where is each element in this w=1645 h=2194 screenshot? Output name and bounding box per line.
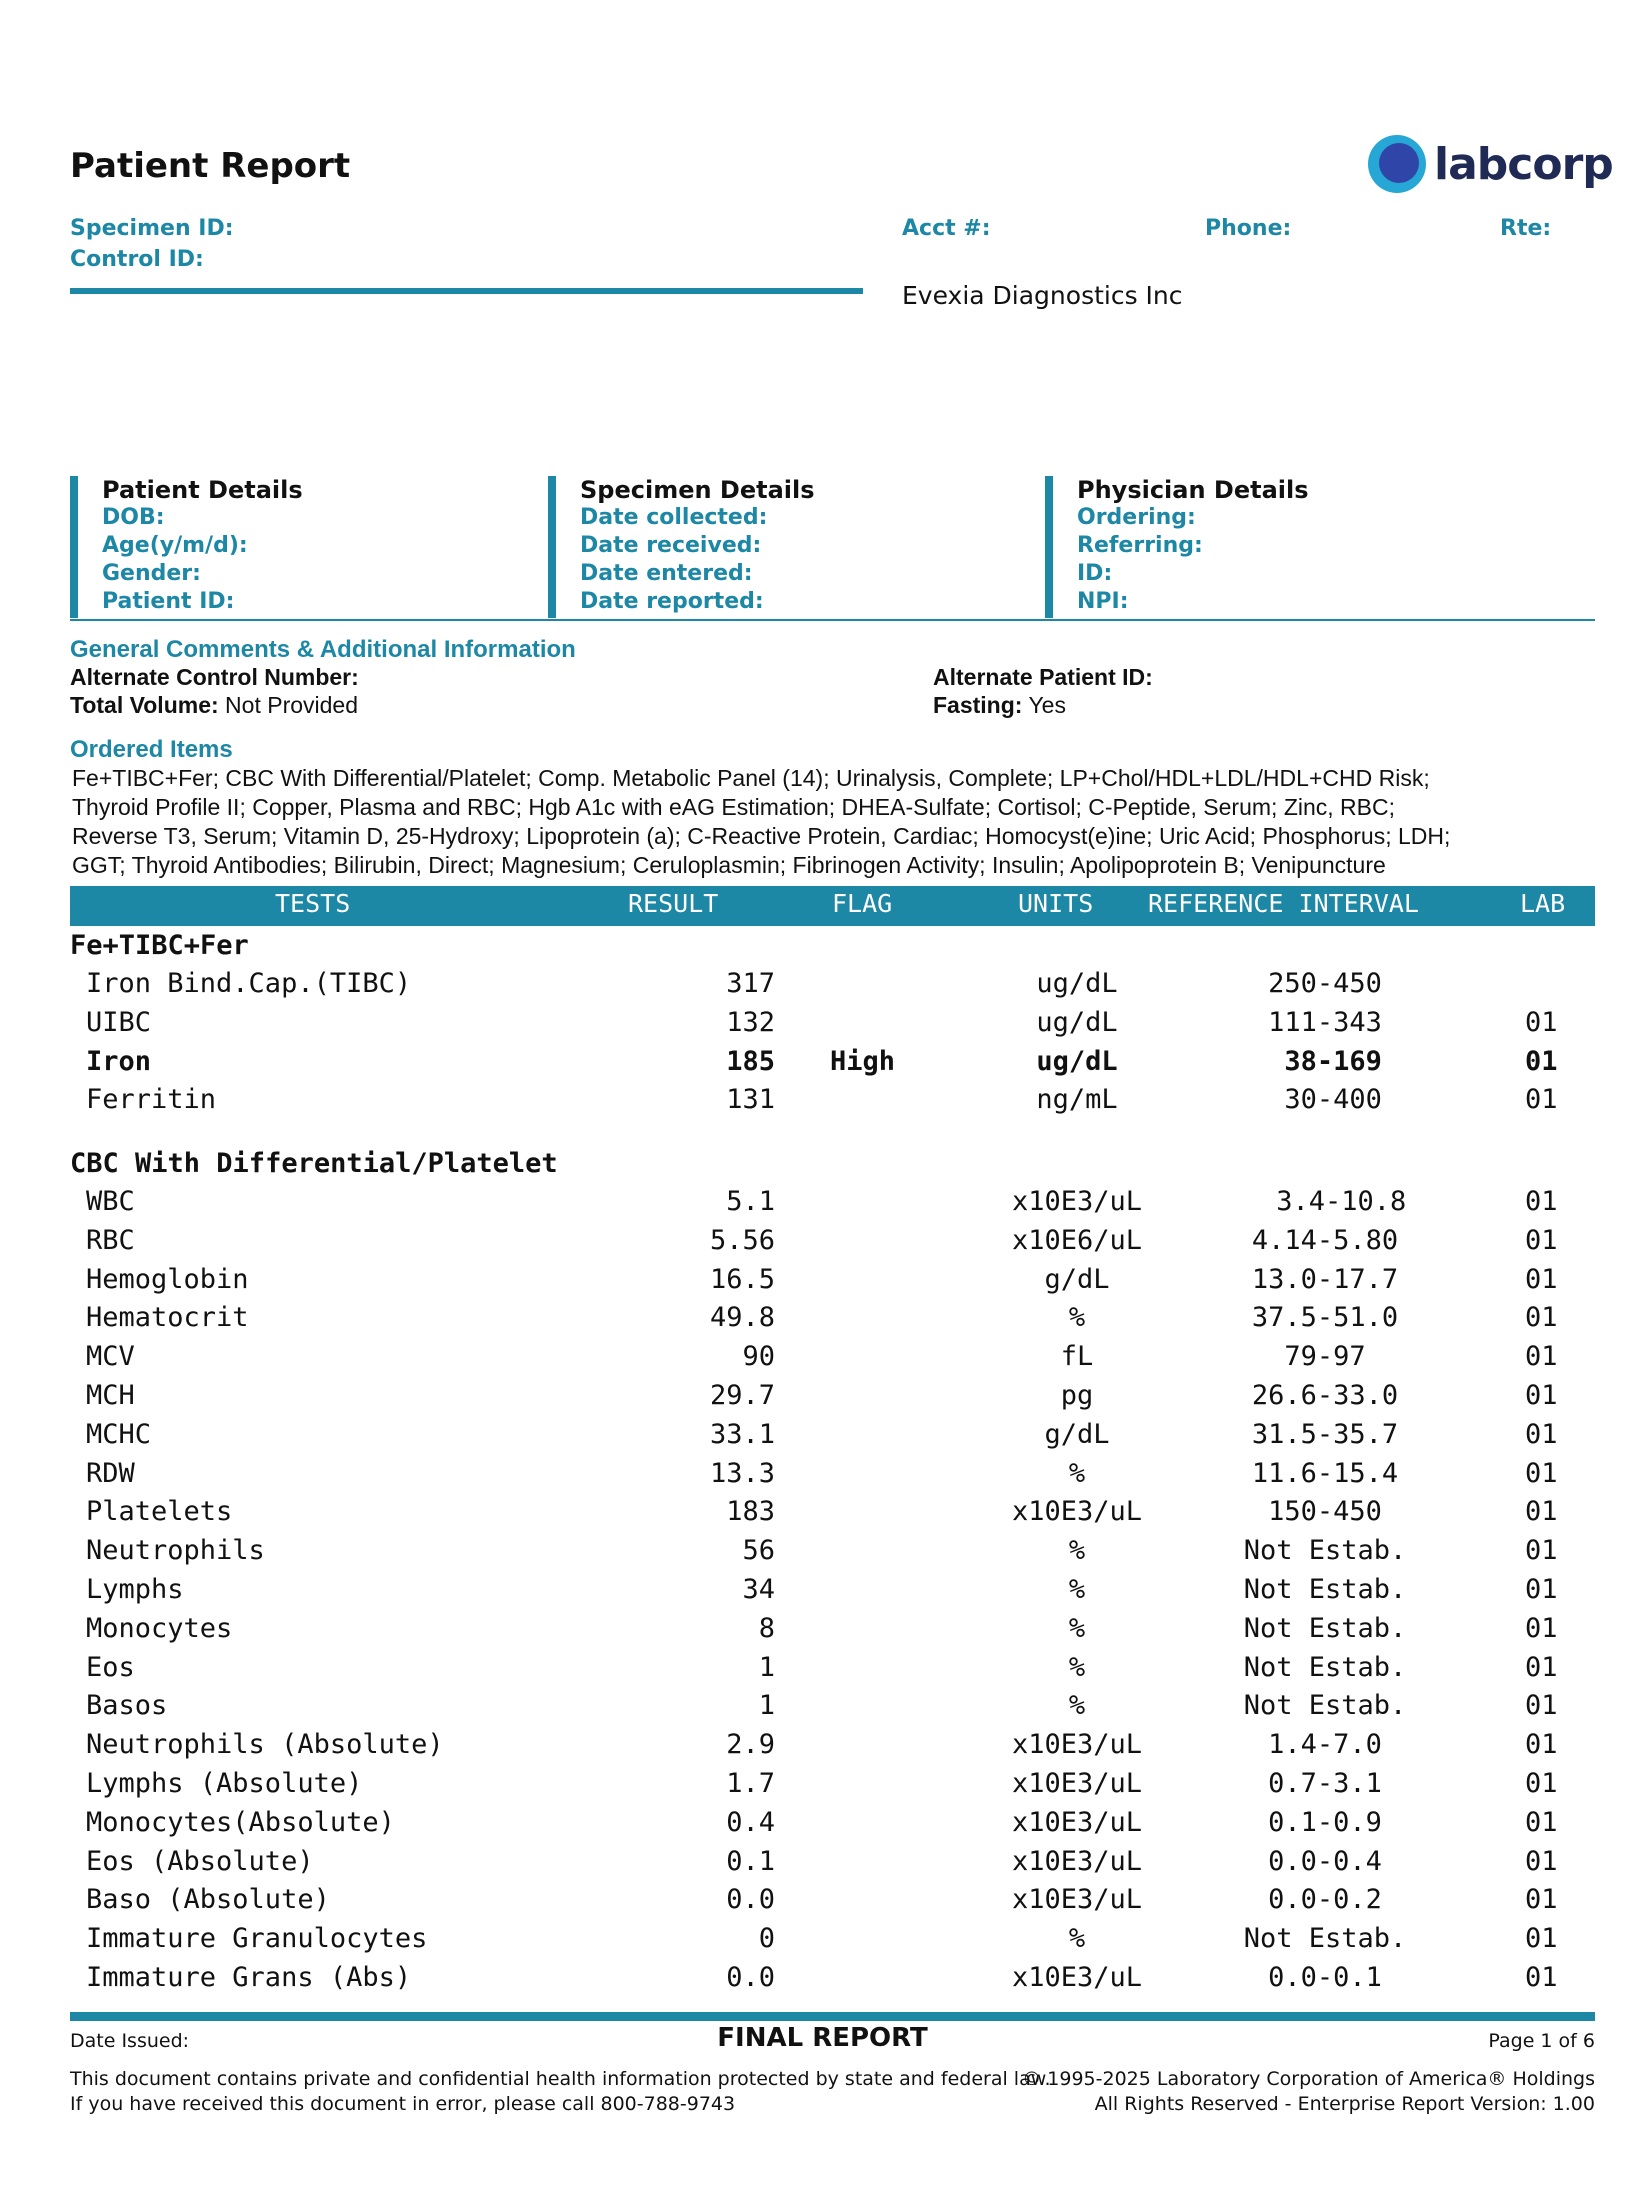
test-lab: 01 xyxy=(1525,1884,1558,1916)
test-lab: 01 xyxy=(1525,1186,1558,1217)
test-name: Immature Grans (Abs) xyxy=(86,1962,412,1993)
test-result: 49.8 xyxy=(709,1302,775,1334)
test-name: Iron Bind.Cap.(TIBC) xyxy=(86,968,412,999)
test-lab: 01 xyxy=(1525,1418,1558,1450)
test-lab: 01 xyxy=(1525,1496,1558,1528)
total-volume xyxy=(70,692,358,719)
test-reference-interval: 250-450 xyxy=(1268,968,1382,999)
test-reference-interval: Not Estab. xyxy=(1243,1923,1407,1955)
test-result: 131 xyxy=(726,1084,775,1116)
total-volume-value: Not Provided xyxy=(225,692,359,718)
labcorp-logo-mark-icon xyxy=(1368,135,1426,193)
specimen-id-label: Specimen ID: xyxy=(70,216,234,241)
test-result: 0.4 xyxy=(726,1806,775,1838)
privacy-notice-line2: If you have received this document in error, please call 800-788-9743 xyxy=(70,2093,736,2115)
table-row xyxy=(0,1846,1645,1885)
test-name: RBC xyxy=(86,1224,135,1256)
physician-details-heading: Physician Details xyxy=(1077,476,1309,504)
test-lab: 01 xyxy=(1525,1045,1558,1077)
test-units: x10E3/uL xyxy=(1011,1186,1143,1217)
test-name: Neutrophils (Absolute) xyxy=(86,1729,444,1761)
test-name: Eos xyxy=(86,1651,135,1683)
test-reference-interval: 13.0-17.7 xyxy=(1251,1263,1399,1295)
test-lab: 01 xyxy=(1525,1729,1558,1761)
ordered-items-line: Reverse T3, Serum; Vitamin D, 25-Hydroxy; Lipoprotein (a); C-Reactive Protein, Cardiac; Homocyst(e)ine; Uric Acid; Phosphorus; LDH; xyxy=(72,823,1451,849)
test-reference-interval: 37.5-51.0 xyxy=(1251,1302,1399,1334)
table-row xyxy=(0,1264,1645,1303)
test-result: 1 xyxy=(758,1651,775,1683)
alt-patient-id xyxy=(933,664,1153,691)
table-row xyxy=(0,1652,1645,1691)
test-reference-interval: 0.1-0.9 xyxy=(1268,1806,1382,1838)
header-divider xyxy=(70,288,863,294)
table-row xyxy=(0,1884,1645,1923)
date-entered-label: Date entered: xyxy=(580,561,753,586)
gender-label: Gender: xyxy=(102,561,201,586)
test-name: Hematocrit xyxy=(86,1302,249,1334)
test-reference-interval: 1.4-7.0 xyxy=(1268,1729,1382,1761)
test-name: UIBC xyxy=(86,1006,152,1038)
total-volume-label: Total Volume: xyxy=(70,692,219,718)
date-received-label: Date received: xyxy=(580,533,762,558)
table-row xyxy=(0,1613,1645,1652)
alt-control-number xyxy=(70,664,359,691)
test-name: MCV xyxy=(86,1341,135,1373)
ordered-items-line: GGT; Thyroid Antibodies; Bilirubin, Direct; Magnesium; Ceruloplasmin; Fibrinogen Activity; Insulin; Apolipoprotein B; Venipuncture xyxy=(72,852,1386,878)
test-name: MCHC xyxy=(86,1418,152,1450)
test-units: ng/mL xyxy=(1036,1084,1118,1116)
test-group-heading: CBC With Differential/Platelet xyxy=(70,1148,558,1179)
table-row xyxy=(0,1046,1645,1085)
test-units: g/dL xyxy=(1044,1263,1110,1295)
fasting-label: Fasting: xyxy=(933,692,1023,718)
test-reference-interval: 0.0-0.4 xyxy=(1268,1845,1382,1877)
test-units: % xyxy=(1068,1651,1086,1683)
test-result: 185 xyxy=(726,1045,775,1077)
test-units: x10E3/uL xyxy=(1011,1962,1143,1993)
test-group-heading: Fe+TIBC+Fer xyxy=(70,930,249,961)
referring-label: Referring: xyxy=(1077,533,1203,558)
test-lab: 01 xyxy=(1525,1845,1558,1877)
table-row xyxy=(0,1380,1645,1419)
test-lab: 01 xyxy=(1525,1224,1558,1256)
date-reported-label: Date reported: xyxy=(580,589,764,614)
test-lab: 01 xyxy=(1525,1263,1558,1295)
copyright-line1: © 1995-2025 Laboratory Corporation of America® Holdings xyxy=(1022,2068,1595,2090)
page-title: Patient Report xyxy=(70,146,351,186)
acct-label: Acct #: xyxy=(902,216,991,241)
test-units: x10E3/uL xyxy=(1011,1768,1143,1799)
control-id-label: Control ID: xyxy=(70,247,204,272)
physician-details-box xyxy=(1045,476,1457,618)
test-name: Monocytes(Absolute) xyxy=(86,1806,395,1838)
test-result: 2.9 xyxy=(726,1729,775,1761)
test-lab: 01 xyxy=(1525,1302,1558,1334)
test-result: 56 xyxy=(742,1535,775,1567)
test-result: 132 xyxy=(726,1006,775,1038)
test-result: 0.1 xyxy=(726,1845,775,1877)
table-row xyxy=(0,1729,1645,1768)
date-collected-label: Date collected: xyxy=(580,505,768,530)
test-name: Hemoglobin xyxy=(86,1263,249,1295)
table-row xyxy=(0,1458,1645,1497)
test-reference-interval: 0.7-3.1 xyxy=(1268,1768,1382,1799)
table-row xyxy=(0,1302,1645,1341)
alt-control-number-label: Alternate Control Number: xyxy=(70,664,359,690)
copyright-line2: All Rights Reserved - Enterprise Report Version: 1.00 xyxy=(1094,2093,1595,2115)
test-reference-interval: Not Estab. xyxy=(1243,1574,1407,1605)
test-flag: High xyxy=(830,1045,896,1077)
table-row xyxy=(0,1962,1645,2001)
table-row xyxy=(0,1923,1645,1962)
report-status: FINAL REPORT xyxy=(717,2023,928,2053)
test-lab: 01 xyxy=(1525,1535,1558,1567)
test-reference-interval: 31.5-35.7 xyxy=(1251,1418,1399,1450)
footer-divider xyxy=(70,2012,1595,2021)
test-result: 0.0 xyxy=(726,1884,775,1916)
test-units: % xyxy=(1068,1574,1086,1605)
labcorp-logo-text: labcorp xyxy=(1434,138,1613,190)
test-units: % xyxy=(1068,1457,1086,1489)
test-result: 5.1 xyxy=(726,1186,775,1217)
test-name: Immature Granulocytes xyxy=(86,1923,428,1955)
test-units: ug/dL xyxy=(1036,1006,1118,1038)
test-reference-interval: Not Estab. xyxy=(1243,1535,1407,1567)
test-units: x10E6/uL xyxy=(1011,1224,1143,1256)
test-reference-interval: 38-169 xyxy=(1268,1045,1382,1077)
lab-client-name: Evexia Diagnostics Inc xyxy=(902,281,1183,310)
test-units: x10E3/uL xyxy=(1011,1845,1143,1877)
test-units: ug/dL xyxy=(1036,968,1118,999)
age-label: Age(y/m/d): xyxy=(102,533,248,558)
table-row xyxy=(0,1807,1645,1846)
patient-details-box xyxy=(70,476,482,618)
test-units: g/dL xyxy=(1044,1418,1110,1450)
table-row xyxy=(0,1186,1645,1225)
details-divider xyxy=(70,619,1595,621)
col-header-units: UNITS xyxy=(1018,889,1094,918)
test-lab: 01 xyxy=(1525,1806,1558,1838)
test-result: 317 xyxy=(726,968,775,999)
test-reference-interval: Not Estab. xyxy=(1243,1651,1407,1683)
test-units: fL xyxy=(1060,1341,1094,1373)
test-name: Baso (Absolute) xyxy=(86,1884,330,1916)
test-reference-interval: 111-343 xyxy=(1268,1006,1382,1038)
test-name: MCH xyxy=(86,1380,135,1411)
test-result: 29.7 xyxy=(709,1380,775,1411)
specimen-details-box xyxy=(548,476,960,618)
test-name: Lymphs xyxy=(86,1574,184,1605)
test-lab: 01 xyxy=(1525,1651,1558,1683)
privacy-notice-line1: This document contains private and confidential health information protected by state and federal law. xyxy=(70,2068,1051,2090)
test-reference-interval: 0.0-0.1 xyxy=(1268,1962,1382,1993)
test-name: RDW xyxy=(86,1457,135,1489)
test-reference-interval: Not Estab. xyxy=(1243,1690,1407,1722)
physician-id-label: ID: xyxy=(1077,561,1113,586)
npi-label: NPI: xyxy=(1077,589,1129,614)
test-name: Iron xyxy=(86,1045,152,1077)
test-units: x10E3/uL xyxy=(1011,1884,1143,1916)
patient-details-heading: Patient Details xyxy=(102,476,303,504)
test-lab: 01 xyxy=(1525,1923,1558,1955)
test-name: Basos xyxy=(86,1690,168,1722)
test-units: % xyxy=(1068,1302,1086,1334)
test-result: 13.3 xyxy=(709,1457,775,1489)
test-name: Platelets xyxy=(86,1496,233,1528)
test-units: ug/dL xyxy=(1036,1045,1118,1077)
labcorp-logo xyxy=(1368,135,1613,193)
test-lab: 01 xyxy=(1525,1006,1558,1038)
test-reference-interval: 79-97 xyxy=(1284,1341,1366,1373)
test-name: Neutrophils xyxy=(86,1535,265,1567)
table-row xyxy=(0,968,1645,1007)
test-reference-interval: 11.6-15.4 xyxy=(1251,1457,1399,1489)
test-lab: 01 xyxy=(1525,1574,1558,1605)
table-row xyxy=(0,1007,1645,1046)
col-header-reference-interval: REFERENCE INTERVAL xyxy=(1148,889,1419,918)
test-name: Ferritin xyxy=(86,1084,217,1116)
test-units: % xyxy=(1068,1535,1086,1567)
test-units: % xyxy=(1068,1612,1086,1644)
alt-patient-id-label: Alternate Patient ID: xyxy=(933,664,1153,690)
test-reference-interval: 26.6-33.0 xyxy=(1251,1380,1399,1411)
ordering-label: Ordering: xyxy=(1077,505,1196,530)
test-units: x10E3/uL xyxy=(1011,1496,1143,1528)
fasting xyxy=(933,692,1066,719)
test-name: Monocytes xyxy=(86,1612,233,1644)
date-issued-label: Date Issued: xyxy=(70,2030,190,2052)
col-header-result: RESULT xyxy=(628,889,719,918)
test-lab: 01 xyxy=(1525,1380,1558,1411)
test-name: Lymphs (Absolute) xyxy=(86,1768,363,1799)
table-row xyxy=(0,1690,1645,1729)
test-reference-interval: 0.0-0.2 xyxy=(1268,1884,1382,1916)
test-lab: 01 xyxy=(1525,1768,1558,1799)
ordered-items-line: Thyroid Profile II; Copper, Plasma and RBC; Hgb A1c with eAG Estimation; DHEA-Sulfate; Cortisol; C-Peptide, Serum; Zinc, RBC; xyxy=(72,794,1396,820)
test-result: 90 xyxy=(742,1341,775,1373)
test-lab: 01 xyxy=(1525,1084,1558,1116)
test-result: 1 xyxy=(758,1690,775,1722)
test-units: % xyxy=(1068,1690,1086,1722)
test-result: 8 xyxy=(758,1612,775,1644)
table-row xyxy=(0,1225,1645,1264)
test-reference-interval: Not Estab. xyxy=(1243,1612,1407,1644)
table-row xyxy=(0,1768,1645,1807)
page-indicator: Page 1 of 6 xyxy=(1488,2030,1595,2052)
test-result: 33.1 xyxy=(709,1418,775,1450)
col-header-lab: LAB xyxy=(1520,889,1566,918)
ordered-items-heading: Ordered Items xyxy=(70,736,233,763)
specimen-details-heading: Specimen Details xyxy=(580,476,815,504)
col-header-flag: FLAG xyxy=(832,889,893,918)
test-reference-interval: 30-400 xyxy=(1268,1084,1382,1116)
patient-id-label: Patient ID: xyxy=(102,589,235,614)
test-units: x10E3/uL xyxy=(1011,1729,1143,1761)
test-lab: 01 xyxy=(1525,1962,1558,1993)
test-result: 34 xyxy=(742,1574,775,1605)
test-lab: 01 xyxy=(1525,1690,1558,1722)
test-reference-interval: 4.14-5.80 xyxy=(1251,1224,1399,1256)
test-lab: 01 xyxy=(1525,1457,1558,1489)
table-row xyxy=(0,1574,1645,1613)
ordered-items-line: Fe+TIBC+Fer; CBC With Differential/Platelet; Comp. Metabolic Panel (14); Urinalysis, Complete; LP+Chol/HDL+LDL/HDL+CHD Risk; xyxy=(72,765,1430,791)
test-units: % xyxy=(1068,1923,1086,1955)
dob-label: DOB: xyxy=(102,505,165,530)
fasting-value: Yes xyxy=(1028,692,1066,718)
test-units: x10E3/uL xyxy=(1011,1806,1143,1838)
test-result: 183 xyxy=(726,1496,775,1528)
test-units: pg xyxy=(1060,1380,1094,1411)
table-row xyxy=(0,1084,1645,1123)
table-row xyxy=(0,1419,1645,1458)
test-result: 0 xyxy=(758,1923,775,1955)
table-row xyxy=(0,1535,1645,1574)
test-result: 5.56 xyxy=(709,1224,775,1256)
test-lab: 01 xyxy=(1525,1612,1558,1644)
test-result: 16.5 xyxy=(709,1263,775,1295)
col-header-tests: TESTS xyxy=(275,889,351,918)
test-reference-interval: 3.4-10.8 xyxy=(1243,1186,1407,1217)
test-reference-interval: 150-450 xyxy=(1268,1496,1382,1528)
phone-label: Phone: xyxy=(1205,216,1292,241)
table-row xyxy=(0,1341,1645,1380)
test-result: 1.7 xyxy=(726,1768,775,1799)
test-lab: 01 xyxy=(1525,1341,1558,1373)
test-result: 0.0 xyxy=(726,1962,775,1993)
test-name: WBC xyxy=(86,1186,135,1217)
test-name: Eos (Absolute) xyxy=(86,1845,314,1877)
table-row xyxy=(0,1496,1645,1535)
general-comments-heading: General Comments & Additional Information xyxy=(70,636,576,663)
rte-label: Rte: xyxy=(1500,216,1552,241)
ordered-items-list xyxy=(72,764,1602,880)
